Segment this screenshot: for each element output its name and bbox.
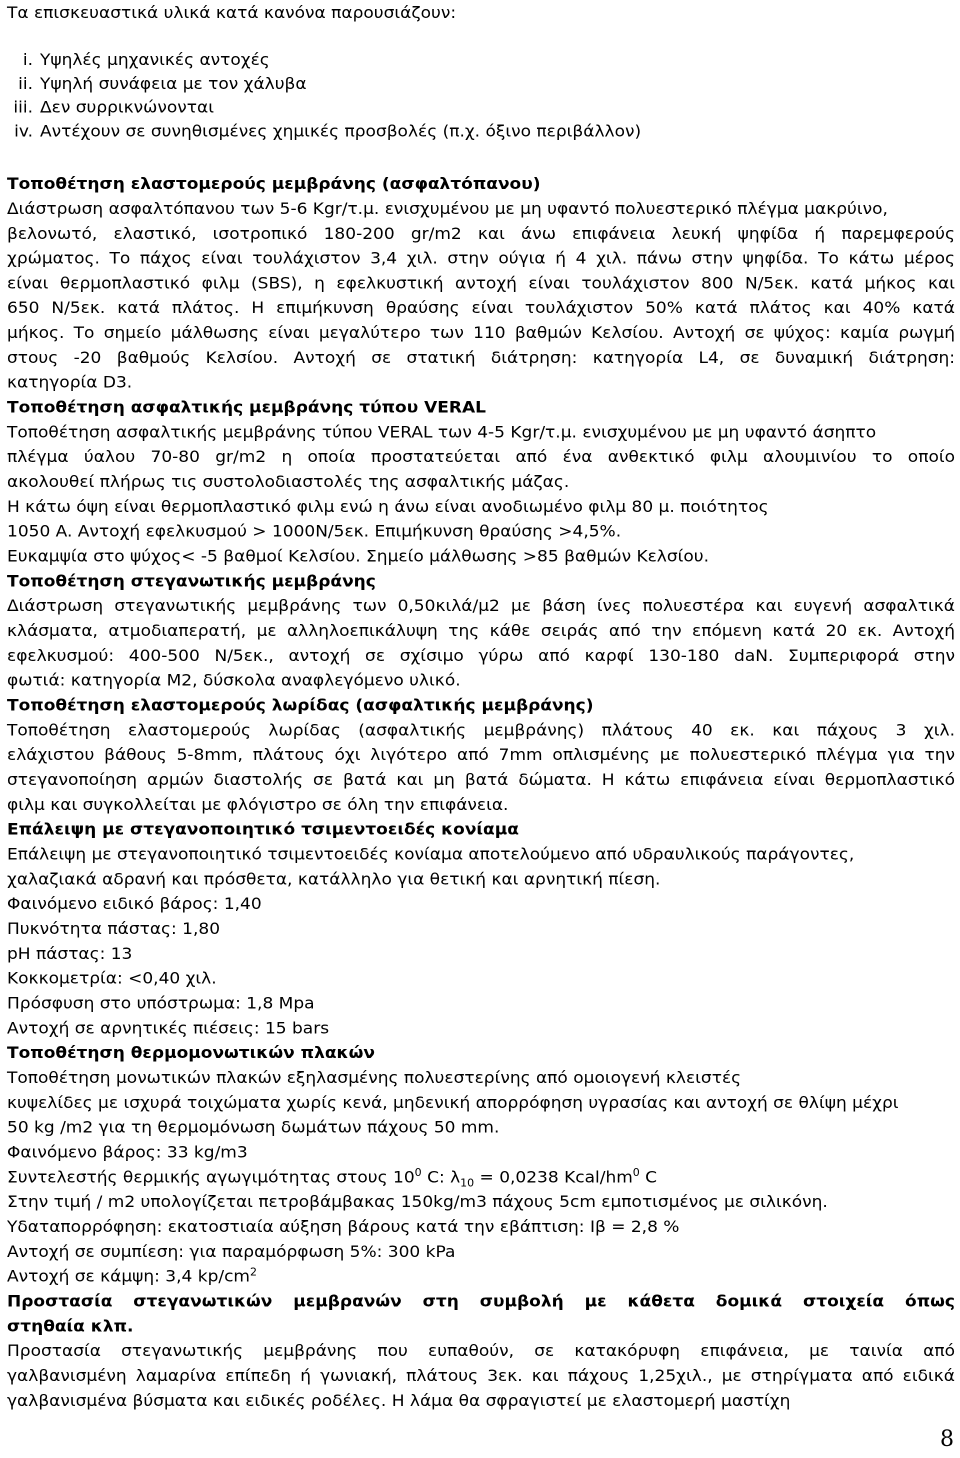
section-heading: Τοποθέτηση ελαστομερούς λωρίδας (ασφαλτικής μεμβράνης): [7, 696, 594, 716]
list-item: ii. Υψηλή συνάφεια με τον χάλυβα: [18, 74, 307, 94]
paragraph-line: Τοποθέτηση ελαστομερούς λωρίδας (ασφαλτικής μεμβράνης) πλάτους 40 εκ. και πάχους 3 χιλ.: [7, 721, 955, 741]
paragraph-line: Προστασία στεγανωτικής μεμβράνης που ευπαθούν, σε κατακόρυφη επιφάνεια, με ταινία από: [7, 1341, 955, 1361]
paragraph-line: Η κάτω όψη είναι θερμοπλαστικό φιλμ ενώ η άνω είναι ανοδιωμένο φιλμ 80 μ. ποιότητος: [7, 497, 769, 517]
section-heading-cont: στηθαία κλπ.: [7, 1316, 134, 1337]
spec-line: Κοκκομετρία: <0,40 χιλ.: [7, 969, 217, 989]
section-heading: Επάλειψη με στεγανοποιητικό τσιμεντοειδές κονίαμα: [7, 820, 519, 840]
paragraph-line: 50 kg /m2 για τη θερμομόνωση δωμάτων πάχους 50 mm.: [7, 1118, 500, 1138]
section-heading: Τοποθέτηση ελαστομερούς μεμβράνης (ασφαλτόπανου): [7, 174, 541, 194]
spec-line: pH πάστας: 13: [7, 944, 133, 964]
spec-line: Φαινόμενο βάρος: 33 kg/m3: [7, 1143, 248, 1163]
paragraph-line: γαλβανισμένη λαμαρίνα επίπεδη ή γωνιακή, πλάτους 3εκ. και πάχους 1,25χιλ., με στηρίγματα από ειδικά: [7, 1366, 955, 1386]
paragraph-line: στεγανοποίηση αρμών διαστολής σε βατά και μη βατά δώματα. Η κάτω επιφάνεια είναι θερμοπλαστικό: [7, 770, 955, 790]
list-item: iv. Αντέχουν σε συνηθισμένες χημικές προσβολές (π.χ. όξινο περιβάλλον): [14, 122, 642, 142]
paragraph-line: Διάστρωση στεγανωτικής μεμβράνης των 0,50κιλά/μ2 με βάση ίνες πολυεστέρα και ευγενή ασφαλτικά: [7, 596, 955, 616]
paragraph-line: βελονωτό, ελαστικό, ισοτροπικό 180-200 gr/m2 και άνω επιφάνεια λευκή ψηφίδα ή παρεμφερούς: [7, 224, 955, 244]
spec-line: Αντοχή σε συμπίεση: για παραμόρφωση 5%: 300 kPa: [7, 1242, 456, 1262]
paragraph-line: ακολουθεί πλήρως τις συστολοδιαστολές της ασφαλτικής μάζας.: [7, 472, 570, 492]
paragraph-line: Διάστρωση ασφαλτόπανου των 5-6 Kgr/τ.μ. ενισχυμένου με μη υφαντό πολυεστερικό πλέγμα μακρύινο,: [7, 199, 888, 219]
paragraph-line: κυψελίδες με ισχυρά τοιχώματα χωρίς κενά, μηδενική απορρόφηση υγρασίας και αντοχή σε θλίψη μέχρι: [7, 1093, 899, 1113]
spec-line: Φαινόμενο ειδικό βάρος: 1,40: [7, 894, 262, 914]
paragraph-line: 1050 A. Αντοχή εφελκυσμού > 1000N/5εκ. Επιμήκυνση θραύσης >4,5%.: [7, 522, 622, 542]
paragraph-line: στους -20 βαθμούς Κελσίου. Αντοχή σε στατική διάτρηση: κατηγορία L4, σε δυναμική διάτρηση:: [7, 348, 955, 368]
paragraph-line: γαλβανισμένα βύσματα και ειδικές ροδέλες. Η λάμα θα σφραγιστεί με ελαστομερή μαστίχη: [7, 1391, 791, 1411]
paragraph-line: κατηγορία D3.: [7, 373, 133, 393]
paragraph-line: Ευκαμψία στο ψύχος< -5 βαθμοί Κελσίου. Σημείο μάλθωσης >85 βαθμών Κελσίου.: [7, 547, 710, 567]
spec-line: Αντοχή σε αρνητικές πιέσεις: 15 bars: [7, 1018, 330, 1039]
paragraph-line: Επάλειψη με στεγανοποιητικό τσιμεντοειδές κονίαμα αποτελούμενο από υδραυλικούς παράγοντες,: [7, 845, 855, 865]
paragraph-line: κλάσματα, ατμοδιαπερατή, με αλληλοεπικάλυψη της κάθε σειράς από την επόμενη κατά 20 εκ. Αντοχή: [7, 621, 955, 641]
paragraph-line: ελάχιστου βάθους 5-8mm, πλάτους όχι λιγότερο από 7mm οπλισμένης με πολυεστερικό πλέγμα για την: [7, 745, 955, 765]
paragraph-line: Τοποθέτηση ασφαλτικής μεμβράνης τύπου VERAL των 4-5 Kgr/τ.μ. ενισχυμένου με μη υφαντό άσηπτο: [7, 423, 877, 443]
paragraph-line: πλέγμα ύαλου 70-80 gr/m2 η οποία προστατεύεται από ένα ανθεκτικό φιλμ αλουμινίου το οποίο: [7, 447, 955, 467]
list-item: iii. Δεν συρρικνώνονται: [13, 98, 215, 118]
paragraph-line: φιλμ και συγκολλείται με φλόγιστρο σε όλη την επιφάνεια.: [7, 795, 509, 815]
section-heading: Τοποθέτηση στεγανωτικής μεμβράνης: [7, 572, 376, 592]
spec-line: Πυκνότητα πάστας: 1,80: [7, 919, 221, 939]
bending-strength-line: Αντοχή σε κάμψη: 3,4 $kp/cm^2$: [7, 1265, 257, 1287]
paragraph-line: εφελκυσμού: 400-500 N/5εκ., αντοχή σε σχίσιμο γύρω από καρφί 130-180 daN. Συμπεριφορά στην: [7, 646, 955, 666]
section-heading: Προστασία στεγανωτικών μεμβρανών στη συμβολή με κάθετα δομικά στοιχεία όπως: [7, 1292, 955, 1312]
spec-line: Στην τιμή / m2 υπολογίζεται πετροβάμβακας 150kg/m3 πάχους 5cm εμποτισμένος με σιλικόνη.: [7, 1192, 828, 1212]
spec-line: Πρόσφυση στο υπόστρωμα: 1,8 Mpa: [7, 994, 315, 1014]
intro-text: Τα επισκευαστικά υλικά κατά κανόνα παρουσιάζουν:: [7, 3, 457, 23]
paragraph-line: χαλαζιακά αδρανή και πρόσθετα, κατάλληλο για θετική και αρνητική πίεση.: [7, 870, 661, 890]
paragraph-line: είναι θερμοπλαστικό φιλμ (SBS), η εφελκυστική αντοχή είναι τουλάχιστον 800 N/5εκ. κατά μήκος και: [7, 274, 955, 294]
paragraph-line: χρώματος. Το πάχος είναι τουλάχιστον 3,4 χιλ. στην ούγια ή 4 χιλ. πάνω στην ψηφίδα. Το κάτω μέρος: [7, 249, 955, 269]
paragraph-line: 650 N/5εκ. κατά πλάτος. Η επιμήκυνση θραύσης είναι τουλάχιστον 50% κατά πλάτος και 40% κατά: [7, 298, 955, 319]
paragraph-line: μήκος. Το σημείο μάλθωσης είναι μεγαλύτερο των 110 βαθμών Κελσίου. Αντοχή σε ψύχος: καμία ρωγμή: [7, 323, 955, 343]
paragraph-line: φωτιά: κατηγορία M2, δύσκολα αναφλεγόμενο υλικό.: [7, 671, 461, 691]
section-heading: Τοποθέτηση θερμομονωτικών πλακών: [7, 1043, 375, 1063]
paragraph-line: Τοποθέτηση μονωτικών πλακών εξηλασμένης πολυεστερίνης από ομοιογενή κλειστές: [7, 1068, 742, 1088]
spec-line: Υδαταπορρόφηση: εκατοστιαία αύξηση βάρους κατά την εβάπτιση: Ιβ = 2,8 %: [7, 1217, 680, 1237]
section-heading: Τοποθέτηση ασφαλτικής μεμβράνης τύπου VERAL: [7, 398, 486, 418]
thermal-conductivity-line: Συντελεστής θερμικής αγωγιμότητας στους $10^0$ C: $\lambda_{10} = 0,0238$ Kcal/$hm^0$ C: [7, 1166, 658, 1190]
page-number: 8: [940, 1427, 954, 1452]
list-item: i. Υψηλές μηχανικές αντοχές: [22, 50, 270, 70]
